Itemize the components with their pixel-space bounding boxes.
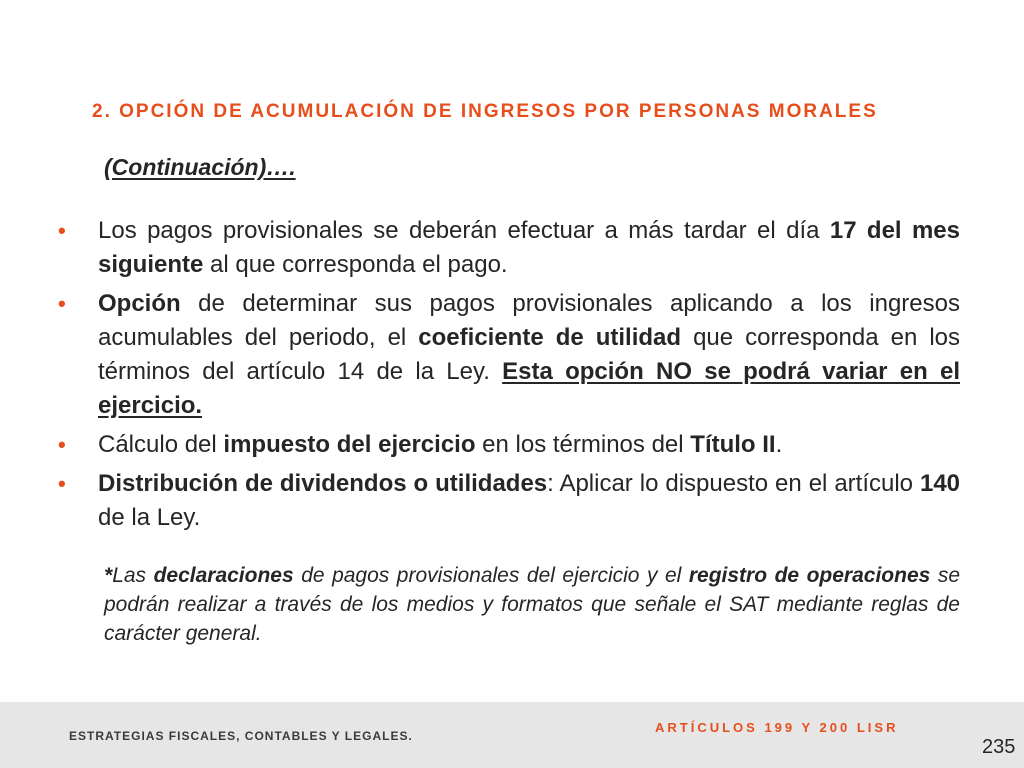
plain-text: de la Ley. [98, 504, 201, 531]
bullet-list [58, 214, 960, 540]
bullet-item [58, 467, 960, 535]
bullet-text [98, 470, 960, 531]
bullet-icon: • [58, 291, 66, 316]
plain-text: se podrán realizar a través de los medios y formatos que señale el SAT mediante reglas de carácter general. [104, 564, 961, 645]
plain-text: . [775, 431, 783, 458]
plain-text: al que corresponda el pago. [203, 251, 508, 278]
emphasis-text: * [104, 564, 113, 587]
bullet-icon: • [58, 471, 66, 496]
emphasis-text: impuesto del ejercicio [223, 431, 476, 458]
bullet-text [98, 217, 960, 278]
bullet-item [58, 214, 960, 282]
emphasis-text: registro de operaciones [688, 564, 931, 587]
footer-company-label: ESTRATEGIAS FISCALES, CONTABLES Y LEGALES. [69, 729, 413, 743]
bullet-text [98, 431, 782, 458]
emphasis-text: Opción [98, 290, 181, 317]
bullet-icon: • [58, 218, 66, 243]
emphasis-text: coeficiente de utilidad [418, 324, 682, 351]
bullet-item [58, 428, 960, 462]
footer-bar [0, 702, 1024, 768]
plain-text: Los pagos provisionales se deberán efectuar a más tardar el día [98, 217, 830, 244]
slide-subtitle: (Continuación)…. [104, 154, 296, 180]
emphasis-text: 17 del mes siguiente [98, 217, 960, 278]
bullet-text [98, 290, 960, 419]
emphasis-text: declaraciones [153, 564, 294, 587]
emphasis-text: 140 [919, 470, 961, 497]
plain-text: que corresponda en los términos del artículo 14 de la Ley. [98, 324, 961, 385]
plain-text: en los términos del [475, 431, 691, 458]
bullet-item [58, 287, 960, 423]
footnote-text [104, 561, 960, 648]
plain-text: de determinar sus pagos provisionales aplicando a los ingresos acumulables del periodo, el [98, 290, 960, 351]
emphasis-text: Título II [690, 431, 776, 458]
underlined-text: Esta opción NO se podrá variar en el ejercicio. [98, 358, 960, 419]
slide-title: 2. OPCIÓN DE ACUMULACIÓN DE INGRESOS POR PERSONAS MORALES [92, 101, 878, 122]
bullet-icon: • [58, 432, 66, 457]
plain-text: Las [112, 564, 154, 587]
page-number: 235 [982, 736, 1016, 758]
plain-text: Cálculo del [98, 431, 224, 458]
footer-section-label: ARTÍCULOS 199 Y 200 LISR [655, 720, 899, 735]
plain-text: de pagos provisionales del ejercicio y el [293, 564, 689, 587]
plain-text: : Aplicar lo dispuesto en el artículo [547, 470, 920, 497]
emphasis-text: Distribución de dividendos o utilidades [98, 470, 548, 497]
